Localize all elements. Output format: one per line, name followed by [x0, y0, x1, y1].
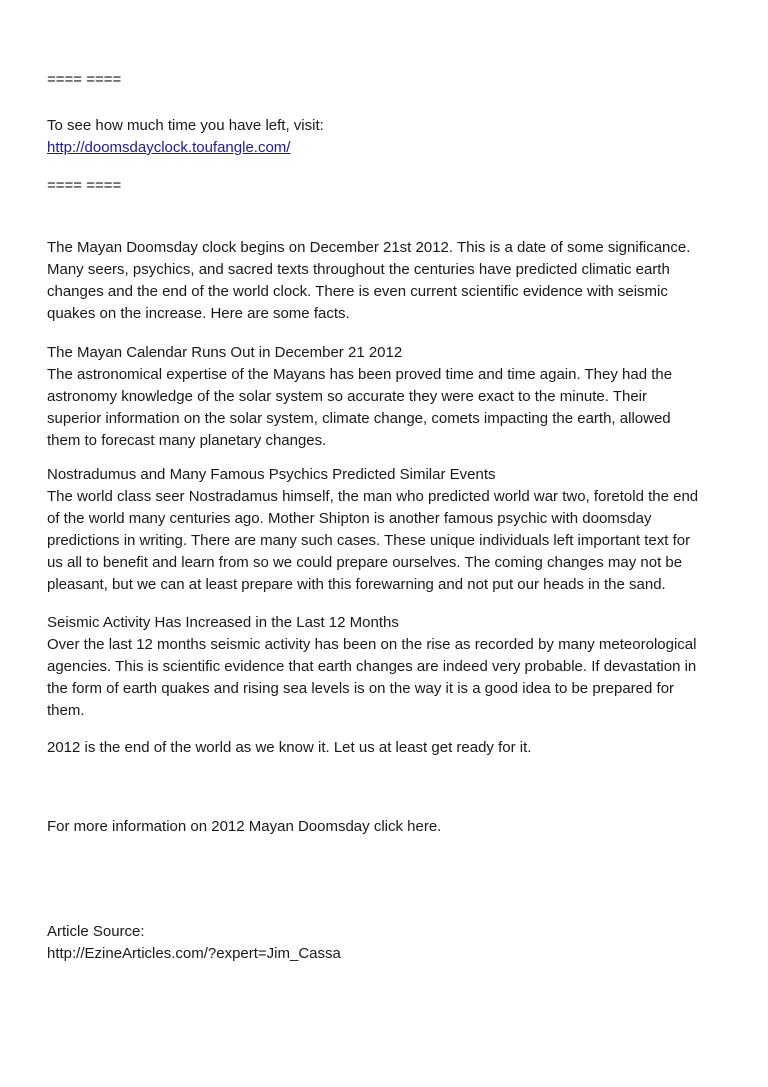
section-heading: The Mayan Calendar Runs Out in December 21 2012: [47, 344, 403, 361]
section-heading: Seismic Activity Has Increased in the Last 12 Months: [47, 614, 399, 631]
section-heading: Nostradumus and Many Famous Psychics Predicted Similar Events: [47, 466, 496, 483]
section-line: pleasant, but we can at least prepare with this forewarning and not put our heads in the sand.: [47, 576, 666, 593]
visit-text: To see how much time you have left, visit:: [47, 117, 324, 134]
separator-top: ==== ====: [47, 71, 122, 88]
closing-line: 2012 is the end of the world as we know it. Let us at least get ready for it.: [47, 739, 532, 756]
intro-line: Many seers, psychics, and sacred texts throughout the centuries have predicted climatic earth: [47, 261, 670, 278]
section-line: Over the last 12 months seismic activity has been on the rise as recorded by many meteorological: [47, 636, 697, 653]
section-line: them to forecast many planetary changes.: [47, 432, 327, 449]
section-line: them.: [47, 702, 85, 719]
section-line: superior information on the solar system, climate change, comets impacting the earth, allowed: [47, 410, 671, 427]
section-line: agencies. This is scientific evidence that earth changes are indeed very probable. If devastation in: [47, 658, 697, 675]
article-source-url: http://EzineArticles.com/?expert=Jim_Cassa: [47, 945, 341, 962]
section-line: us all to benefit and learn from so we could prepare ourselves. The coming changes may not be: [47, 554, 683, 571]
section-line: astronomy knowledge of the solar system so accurate they were exact to the minute. Their: [47, 388, 648, 405]
separator-bottom: ==== ====: [47, 177, 122, 194]
doomsday-clock-link[interactable]: http://doomsdayclock.toufangle.com/: [47, 139, 291, 156]
section-line: predictions in writing. There are many such cases. These unique individuals left important text for: [47, 532, 691, 549]
article-source-label: Article Source:: [47, 923, 145, 940]
intro-line: The Mayan Doomsday clock begins on December 21st 2012. This is a date of some significance.: [47, 239, 691, 256]
section-line: The world class seer Nostradamus himself, the man who predicted world war two, foretold the end: [47, 488, 699, 505]
section-line: of the world many centuries ago. Mother Shipton is another famous psychic with doomsday: [47, 510, 652, 527]
more-info-line: For more information on 2012 Mayan Doomsday click here.: [47, 818, 442, 835]
intro-line: changes and the end of the world clock. There is even current scientific evidence with seismic: [47, 283, 668, 300]
section-line: The astronomical expertise of the Mayans has been proved time and time again. They had the: [47, 366, 673, 383]
section-line: the form of earth quakes and rising sea levels is on the way it is a good idea to be prepared for: [47, 680, 675, 697]
intro-line: quakes on the increase. Here are some facts.: [47, 305, 350, 322]
